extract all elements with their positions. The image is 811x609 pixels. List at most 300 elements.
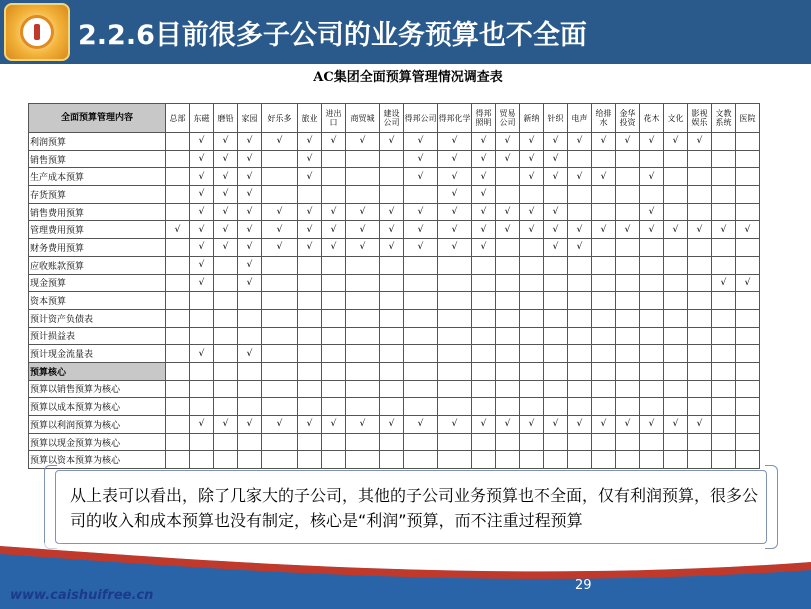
row-label: 销售费用预算: [29, 203, 166, 221]
check-cell: [664, 345, 688, 363]
row-label: 预计资产负债表: [29, 309, 166, 327]
check-cell: [568, 380, 592, 398]
check-cell: √: [472, 133, 496, 151]
check-cell: √: [496, 133, 520, 151]
check-cell: √: [380, 133, 404, 151]
check-cell: √: [190, 274, 214, 292]
check-cell: [238, 309, 262, 327]
check-cell: [664, 239, 688, 257]
check-cell: [568, 398, 592, 416]
check-cell: [520, 274, 544, 292]
check-cell: [346, 168, 380, 186]
check-cell: [616, 256, 640, 274]
check-cell: [214, 451, 238, 469]
check-cell: [496, 292, 520, 310]
check-cell: [166, 168, 190, 186]
check-cell: [616, 168, 640, 186]
check-cell: [664, 292, 688, 310]
check-cell: [214, 433, 238, 451]
check-cell: [472, 274, 496, 292]
table-row: [29, 133, 760, 151]
check-cell: [712, 398, 736, 416]
check-cell: √: [472, 239, 496, 257]
check-cell: [214, 256, 238, 274]
check-cell: [262, 168, 298, 186]
check-cell: [214, 292, 238, 310]
check-cell: [380, 327, 404, 345]
row-label: 现金预算: [29, 274, 166, 292]
check-cell: [346, 398, 380, 416]
check-cell: √: [214, 186, 238, 204]
table-row: [29, 256, 760, 274]
table-row: [29, 168, 760, 186]
check-cell: √: [712, 221, 736, 239]
check-cell: [664, 433, 688, 451]
check-cell: √: [322, 416, 346, 434]
check-cell: [712, 416, 736, 434]
check-cell: [298, 309, 322, 327]
page-number: 29: [575, 578, 592, 593]
check-cell: [298, 398, 322, 416]
column-header: 给排水: [592, 104, 616, 133]
check-cell: [664, 256, 688, 274]
check-cell: [262, 256, 298, 274]
check-cell: √: [238, 239, 262, 257]
check-cell: [380, 433, 404, 451]
check-cell: √: [616, 416, 640, 434]
check-cell: [380, 256, 404, 274]
check-cell: √: [438, 150, 472, 168]
check-cell: [712, 345, 736, 363]
check-cell: [166, 274, 190, 292]
row-label: 预算以利润预算为核心: [29, 416, 166, 434]
check-cell: [544, 433, 568, 451]
company-logo: [4, 3, 70, 61]
check-cell: [472, 362, 496, 380]
check-cell: [688, 292, 712, 310]
column-header: 影视娱乐: [688, 104, 712, 133]
check-cell: √: [544, 150, 568, 168]
check-cell: [688, 203, 712, 221]
check-cell: [214, 362, 238, 380]
check-cell: [736, 256, 760, 274]
column-header: 得邦化学: [438, 104, 472, 133]
check-cell: [472, 380, 496, 398]
check-cell: [592, 345, 616, 363]
row-label: 预算以成本预算为核心: [29, 398, 166, 416]
check-cell: [166, 256, 190, 274]
check-cell: √: [544, 203, 568, 221]
slide-title: 2.2.6目前很多子公司的业务预算也不全面: [78, 20, 587, 51]
check-cell: [166, 380, 190, 398]
check-cell: [346, 362, 380, 380]
check-cell: [262, 398, 298, 416]
check-cell: [214, 309, 238, 327]
column-header: 针织: [544, 104, 568, 133]
check-cell: √: [262, 221, 298, 239]
check-cell: [640, 345, 664, 363]
table-row: [29, 239, 760, 257]
check-cell: [404, 362, 438, 380]
check-cell: √: [472, 168, 496, 186]
row-label: 预计损益表: [29, 327, 166, 345]
check-cell: [640, 256, 664, 274]
table-row: [29, 186, 760, 204]
check-cell: [472, 451, 496, 469]
row-label: 利润预算: [29, 133, 166, 151]
check-cell: [496, 398, 520, 416]
check-cell: [664, 327, 688, 345]
check-cell: [166, 345, 190, 363]
check-cell: [238, 398, 262, 416]
check-cell: [592, 309, 616, 327]
check-cell: [380, 362, 404, 380]
check-cell: [380, 380, 404, 398]
check-cell: √: [238, 274, 262, 292]
check-cell: √: [404, 416, 438, 434]
check-cell: [664, 380, 688, 398]
check-cell: [736, 292, 760, 310]
check-cell: √: [568, 168, 592, 186]
check-cell: √: [688, 416, 712, 434]
check-cell: √: [190, 221, 214, 239]
check-cell: [438, 256, 472, 274]
check-cell: [380, 274, 404, 292]
check-cell: [322, 150, 346, 168]
column-header: 旅业: [298, 104, 322, 133]
check-cell: √: [238, 203, 262, 221]
check-cell: √: [438, 203, 472, 221]
check-cell: [438, 327, 472, 345]
check-cell: √: [404, 168, 438, 186]
check-cell: [616, 150, 640, 168]
check-cell: √: [298, 150, 322, 168]
column-header: 得邦公司: [404, 104, 438, 133]
check-cell: [688, 380, 712, 398]
check-cell: [472, 292, 496, 310]
column-header: 医院: [736, 104, 760, 133]
check-cell: [520, 362, 544, 380]
check-cell: [712, 292, 736, 310]
check-cell: [616, 274, 640, 292]
check-cell: [640, 362, 664, 380]
check-cell: √: [592, 133, 616, 151]
check-cell: [496, 380, 520, 398]
check-cell: √: [640, 203, 664, 221]
check-cell: [736, 327, 760, 345]
check-cell: [404, 292, 438, 310]
check-cell: [640, 186, 664, 204]
check-cell: [298, 362, 322, 380]
check-cell: [544, 274, 568, 292]
section-row: [29, 362, 760, 380]
check-cell: [520, 256, 544, 274]
check-cell: √: [472, 416, 496, 434]
check-cell: [238, 327, 262, 345]
check-cell: [616, 292, 640, 310]
check-cell: [380, 398, 404, 416]
check-cell: [404, 256, 438, 274]
check-cell: [404, 380, 438, 398]
check-cell: √: [346, 221, 380, 239]
check-cell: √: [298, 221, 322, 239]
check-cell: [640, 380, 664, 398]
check-cell: √: [544, 133, 568, 151]
check-cell: [404, 398, 438, 416]
check-cell: √: [496, 416, 520, 434]
check-cell: √: [262, 133, 298, 151]
check-cell: [664, 309, 688, 327]
check-cell: [346, 274, 380, 292]
check-cell: [322, 451, 346, 469]
table-row: [29, 292, 760, 310]
check-cell: [166, 292, 190, 310]
check-cell: [438, 274, 472, 292]
check-cell: [544, 292, 568, 310]
check-cell: [520, 380, 544, 398]
check-cell: [736, 362, 760, 380]
check-cell: [592, 203, 616, 221]
check-cell: [404, 451, 438, 469]
check-cell: [262, 327, 298, 345]
check-cell: [262, 309, 298, 327]
check-cell: [322, 398, 346, 416]
budget-survey-table: [28, 103, 760, 469]
website-link[interactable]: www.caishuifree.cn: [10, 588, 154, 603]
check-cell: √: [322, 239, 346, 257]
conclusion-text: 从上表可以看出，除了几家大的子公司，其他的子公司业务预算也不全面，仅有利润预算，很多公司的收入和成本预算也没有制定，核心是“利润”预算，而不注重过程预算: [70, 486, 759, 530]
check-cell: [496, 239, 520, 257]
scroll-curl-left: [44, 465, 57, 549]
check-cell: √: [404, 203, 438, 221]
check-cell: [688, 168, 712, 186]
check-cell: [688, 274, 712, 292]
check-cell: √: [298, 168, 322, 186]
check-cell: [190, 380, 214, 398]
check-cell: [472, 327, 496, 345]
check-cell: [472, 345, 496, 363]
check-cell: [166, 451, 190, 469]
check-cell: √: [190, 133, 214, 151]
column-header: 新纳: [520, 104, 544, 133]
check-cell: [380, 309, 404, 327]
check-cell: [496, 186, 520, 204]
check-cell: [544, 345, 568, 363]
check-cell: [712, 327, 736, 345]
check-cell: √: [238, 186, 262, 204]
check-cell: [214, 274, 238, 292]
check-cell: [616, 433, 640, 451]
check-cell: [166, 309, 190, 327]
row-label: 销售预算: [29, 150, 166, 168]
check-cell: [568, 150, 592, 168]
check-cell: [262, 292, 298, 310]
check-cell: [322, 186, 346, 204]
check-cell: [496, 362, 520, 380]
check-cell: [346, 380, 380, 398]
check-cell: [298, 292, 322, 310]
check-cell: [298, 433, 322, 451]
check-cell: √: [640, 168, 664, 186]
check-cell: [592, 186, 616, 204]
check-cell: √: [262, 416, 298, 434]
check-cell: [616, 380, 640, 398]
check-cell: [380, 345, 404, 363]
check-cell: √: [190, 256, 214, 274]
check-cell: √: [214, 168, 238, 186]
check-cell: [322, 168, 346, 186]
check-cell: [496, 309, 520, 327]
check-cell: √: [592, 416, 616, 434]
check-cell: √: [520, 150, 544, 168]
table-row: [29, 221, 760, 239]
check-cell: [688, 451, 712, 469]
check-cell: [438, 398, 472, 416]
table-row: [29, 345, 760, 363]
check-cell: √: [438, 133, 472, 151]
check-cell: [712, 239, 736, 257]
check-cell: [322, 362, 346, 380]
check-cell: [346, 451, 380, 469]
check-cell: [520, 433, 544, 451]
check-cell: [568, 309, 592, 327]
column-header: 文化: [664, 104, 688, 133]
check-cell: [736, 239, 760, 257]
column-header: 建设公司: [380, 104, 404, 133]
check-cell: [712, 380, 736, 398]
check-cell: [322, 309, 346, 327]
check-cell: [520, 309, 544, 327]
table-row: [29, 327, 760, 345]
check-cell: [380, 150, 404, 168]
check-cell: [712, 150, 736, 168]
table-row: [29, 398, 760, 416]
check-cell: √: [438, 239, 472, 257]
column-header: 好乐多: [262, 104, 298, 133]
check-cell: [664, 398, 688, 416]
check-cell: [346, 150, 380, 168]
check-cell: [404, 186, 438, 204]
check-cell: [214, 345, 238, 363]
check-cell: √: [214, 221, 238, 239]
check-cell: √: [568, 133, 592, 151]
check-cell: [166, 239, 190, 257]
check-cell: √: [544, 416, 568, 434]
check-cell: [520, 345, 544, 363]
check-cell: [214, 380, 238, 398]
check-cell: [262, 345, 298, 363]
check-cell: [712, 203, 736, 221]
check-cell: √: [380, 239, 404, 257]
check-cell: √: [404, 239, 438, 257]
check-cell: [404, 309, 438, 327]
check-cell: [736, 398, 760, 416]
check-cell: √: [380, 203, 404, 221]
check-cell: [688, 186, 712, 204]
check-cell: [736, 345, 760, 363]
check-cell: √: [238, 150, 262, 168]
check-cell: √: [238, 221, 262, 239]
check-cell: [712, 256, 736, 274]
check-cell: √: [640, 221, 664, 239]
check-cell: [262, 186, 298, 204]
check-cell: [616, 451, 640, 469]
check-cell: √: [238, 345, 262, 363]
table-caption: AC集团全面预算管理情况调查表: [313, 70, 503, 85]
check-cell: [712, 451, 736, 469]
check-cell: √: [262, 203, 298, 221]
check-cell: [568, 362, 592, 380]
column-header: 得邦照明: [472, 104, 496, 133]
check-cell: √: [438, 221, 472, 239]
check-cell: [544, 398, 568, 416]
check-cell: √: [380, 416, 404, 434]
check-cell: [664, 168, 688, 186]
check-cell: √: [520, 133, 544, 151]
check-cell: √: [346, 239, 380, 257]
check-cell: [664, 362, 688, 380]
table-row: [29, 274, 760, 292]
check-cell: √: [520, 168, 544, 186]
check-cell: √: [322, 221, 346, 239]
check-cell: [238, 380, 262, 398]
check-cell: [544, 256, 568, 274]
check-cell: [472, 398, 496, 416]
check-cell: √: [472, 186, 496, 204]
column-header: 总部: [166, 104, 190, 133]
check-cell: √: [712, 274, 736, 292]
check-cell: [520, 292, 544, 310]
check-cell: √: [438, 168, 472, 186]
check-cell: [298, 380, 322, 398]
check-cell: [688, 345, 712, 363]
check-cell: [262, 433, 298, 451]
table-row: [29, 380, 760, 398]
check-cell: √: [520, 221, 544, 239]
check-cell: [688, 309, 712, 327]
row-label: 资本预算: [29, 292, 166, 310]
check-cell: [640, 433, 664, 451]
check-cell: √: [298, 203, 322, 221]
row-label: 预算以现金预算为核心: [29, 433, 166, 451]
check-cell: [664, 451, 688, 469]
check-cell: √: [520, 416, 544, 434]
check-cell: [568, 327, 592, 345]
check-cell: [166, 186, 190, 204]
check-cell: √: [238, 168, 262, 186]
check-cell: [592, 451, 616, 469]
table-row: [29, 203, 760, 221]
check-cell: [166, 203, 190, 221]
check-cell: [688, 433, 712, 451]
check-cell: [346, 256, 380, 274]
check-cell: [190, 451, 214, 469]
check-cell: [688, 239, 712, 257]
check-cell: [736, 168, 760, 186]
check-cell: [166, 133, 190, 151]
check-cell: [592, 380, 616, 398]
check-cell: [544, 327, 568, 345]
check-cell: [262, 380, 298, 398]
check-cell: [496, 327, 520, 345]
check-cell: [544, 380, 568, 398]
check-cell: [712, 433, 736, 451]
check-cell: [544, 451, 568, 469]
check-cell: [520, 327, 544, 345]
check-cell: √: [238, 256, 262, 274]
column-header: 家园: [238, 104, 262, 133]
column-header: 金华投资: [616, 104, 640, 133]
